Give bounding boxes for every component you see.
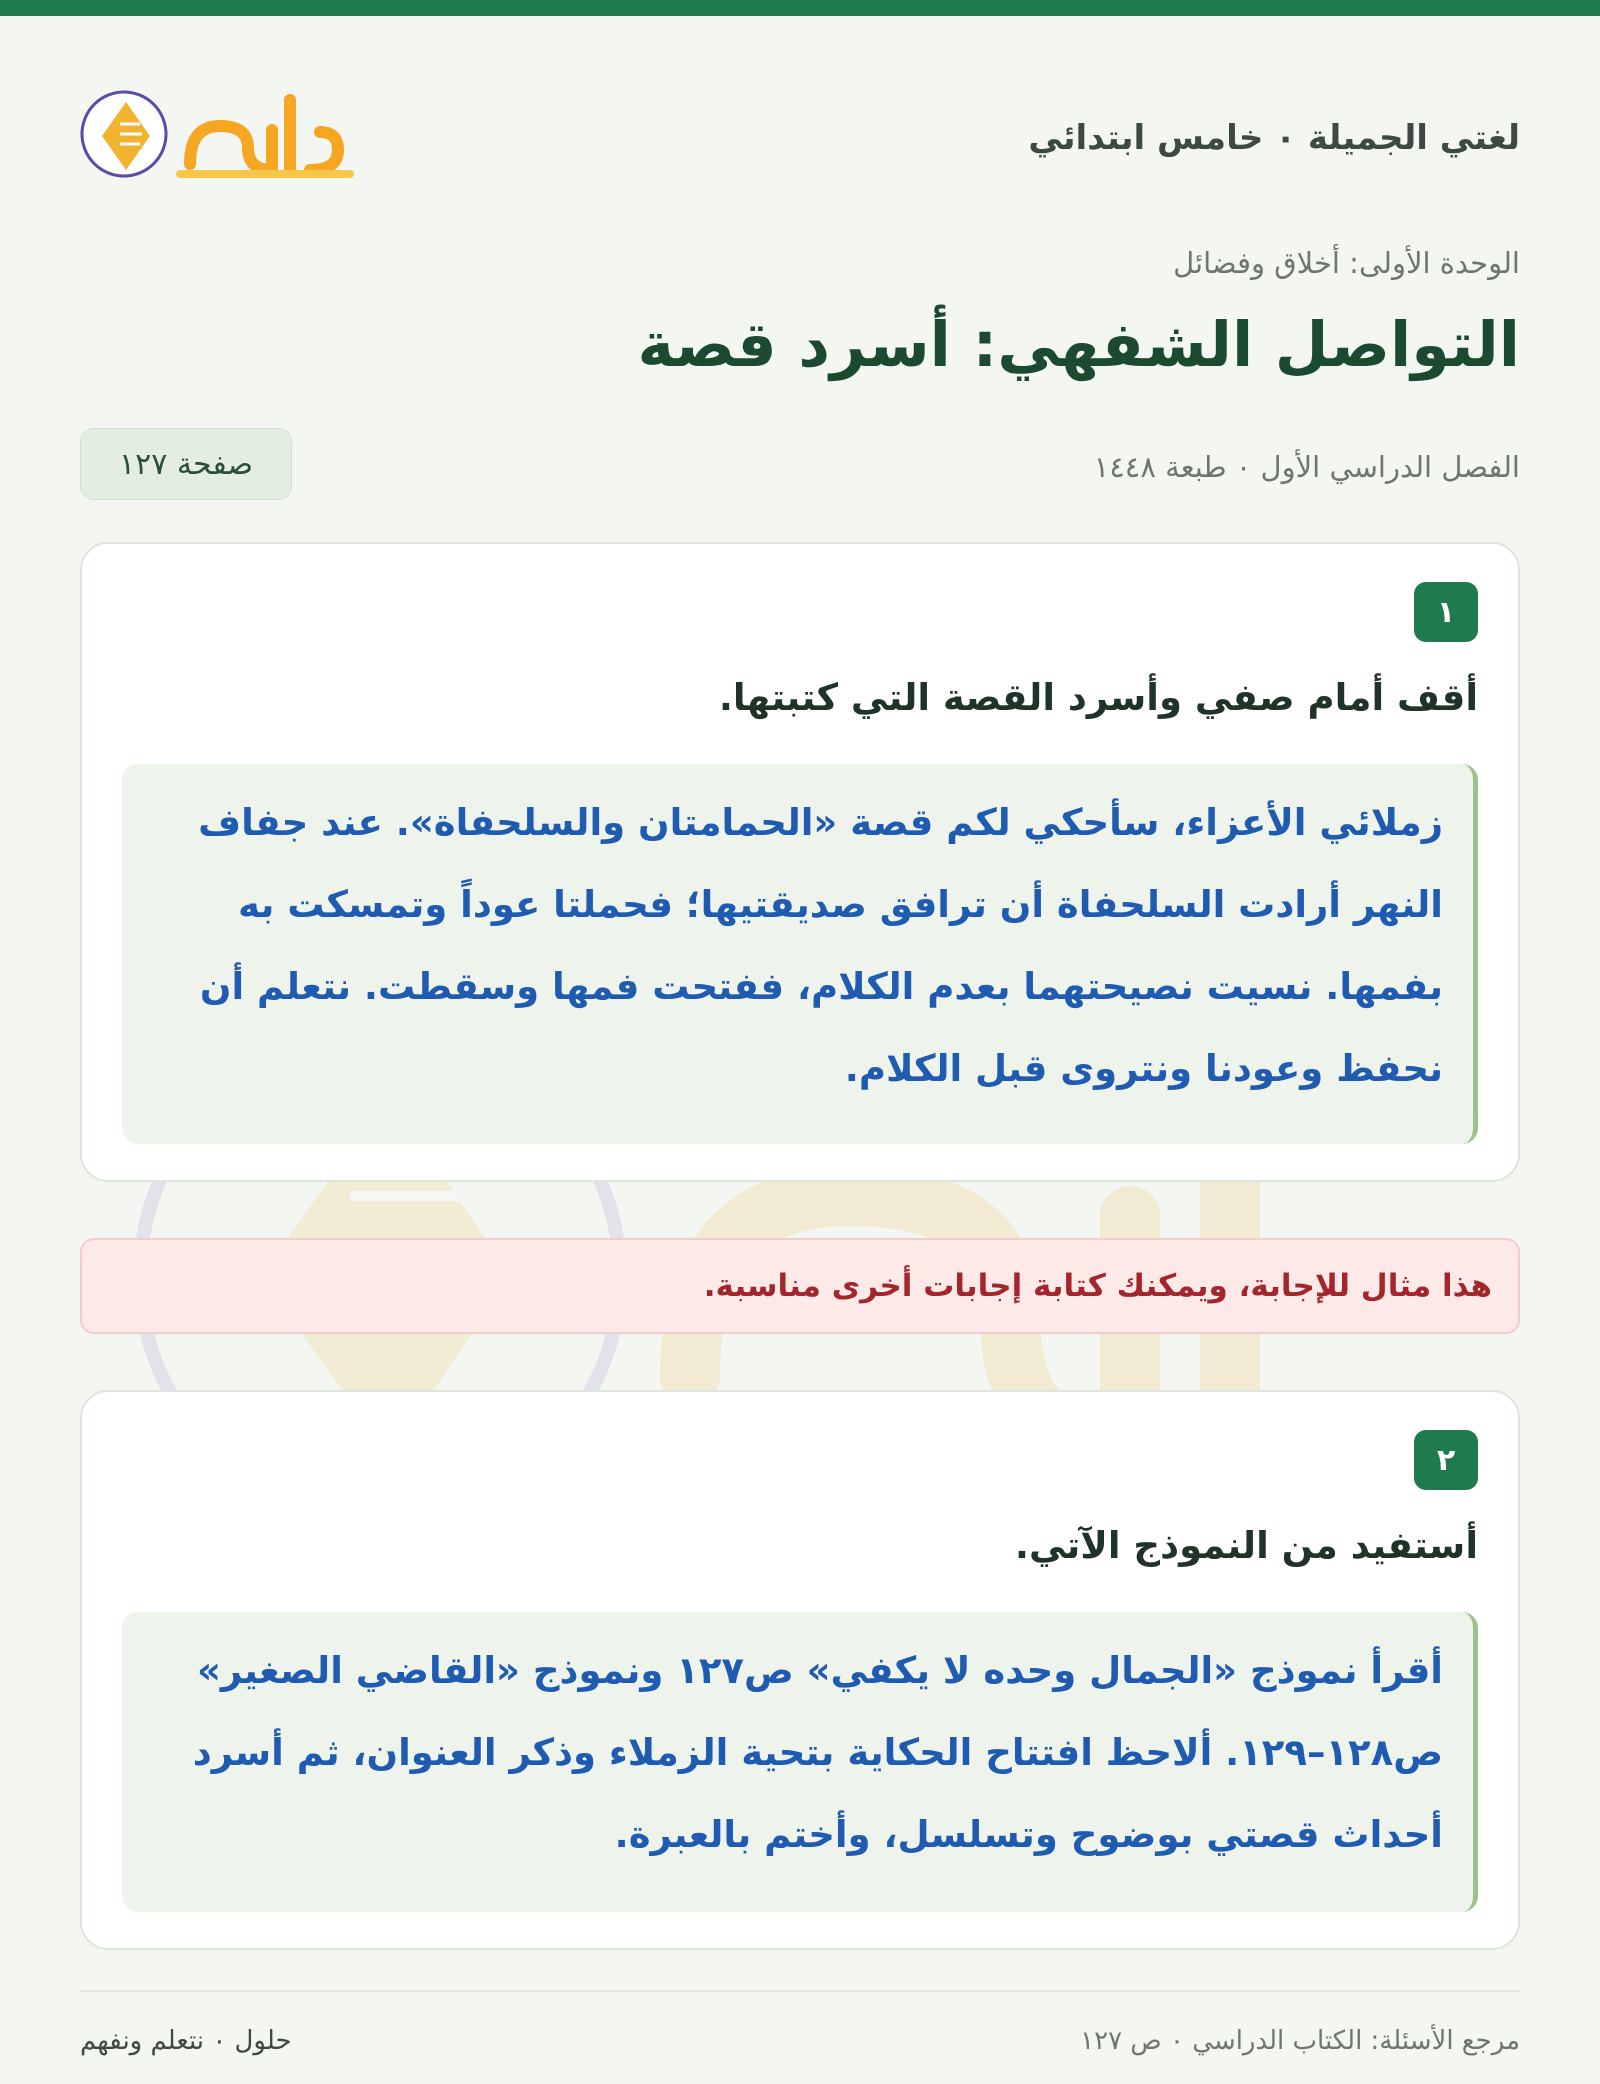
answer-text: أقرأ نموذج «الجمال وحده لا يكفي» ص١٢٧ ونموذج «القاضي الصغير» ص١٢٨–١٢٩. ألاحظ افتتاح الحكاية بتحية الزملاء وذكر العنوان، ثم أسرد أحداث قصتي بوضوح وتسلسل، وأختم بالعبرة.	[122, 1612, 1478, 1912]
question-number-badge: ١	[1414, 582, 1478, 642]
question-card-2	[80, 1390, 1520, 1950]
header	[80, 68, 1520, 198]
footer-divider	[80, 1990, 1520, 1992]
footer-reference: مرجع الأسئلة: الكتاب الدراسي ٠ ص ١٢٧	[1080, 2026, 1520, 2056]
unit-label: الوحدة الأولى: أخلاق وفضائل	[1173, 246, 1520, 280]
series-title: لغتي الجميلة ٠ خامس ابتدائي	[1028, 118, 1520, 158]
hulool-logo-icon	[80, 78, 370, 188]
answer-text: زملائي الأعزاء، سأحكي لكم قصة «الحمامتان والسلحفاة». عند جفاف النهر أرادت السلحفاة أن ترافق صديقتيها؛ فحملتا عوداً وتمسكت به بفمها. نسيت نصيحتهما بعدم الكلام، ففتحت فمها وسقطت. نتعلم أن نحفظ وعودنا ونتروى قبل الكلام.	[122, 764, 1478, 1144]
question-prompt: أستفيد من النموذج الآتي.	[1014, 1524, 1478, 1567]
page-number-badge: صفحة ١٢٧	[80, 428, 292, 500]
question-prompt: أقف أمام صفي وأسرد القصة التي كتبتها.	[718, 676, 1478, 719]
page-title: التواصل الشفهي: أسرد قصة	[637, 308, 1520, 381]
term-label: الفصل الدراسي الأول ٠ طبعة ١٤٤٨	[1093, 450, 1520, 484]
question-card-1	[80, 542, 1520, 1182]
answer-note: هذا مثال للإجابة، ويمكنك كتابة إجابات أخرى مناسبة.	[80, 1238, 1520, 1334]
footer-brand: حلول ٠ نتعلم ونفهم	[80, 2026, 292, 2056]
question-number-badge: ٢	[1414, 1430, 1478, 1490]
